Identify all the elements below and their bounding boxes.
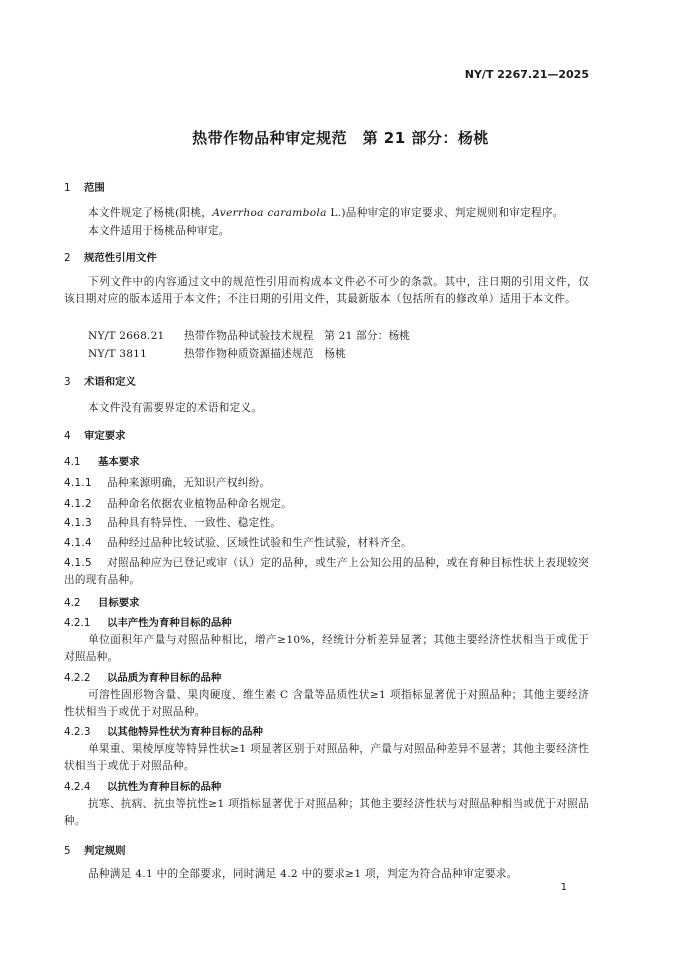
clause-4-1-4 bbox=[64, 535, 589, 552]
section-title: 审定要求 bbox=[84, 430, 126, 442]
clause-number: 4.2.2 bbox=[64, 672, 91, 684]
clause-4-2-1-text: 单位面积年产量与对照品种相比，增产≥10%，经统计分析差异显著；其他主要经济性状相当于或优于对照品种。 bbox=[64, 634, 589, 663]
section-3-heading bbox=[64, 374, 589, 391]
clause-4-2-2-heading bbox=[64, 670, 589, 687]
reference-title: 热带作物种质资源描述规范 杨桃 bbox=[184, 348, 346, 360]
section-title: 规范性引用文件 bbox=[84, 252, 157, 264]
section-title: 范围 bbox=[84, 182, 105, 194]
clause-number: 4.1.1 bbox=[64, 477, 92, 489]
clause-number: 4.1.3 bbox=[64, 517, 92, 529]
clause-4-2-4-text: 抗寒、抗病、抗虫等抗性≥1 项指标显著优于对照品种；其他主要经济性状与对照品种相当或优于对照品种。 bbox=[64, 798, 589, 827]
section-1-paragraph-2: 本文件适用于杨桃品种审定。 bbox=[88, 225, 230, 237]
section-1-paragraph-1 bbox=[64, 205, 589, 222]
section-5-heading bbox=[64, 843, 589, 860]
reference-item bbox=[64, 346, 613, 363]
clause-4-2-1-heading bbox=[64, 615, 589, 632]
clause-text: 品种来源明确，无知识产权纠纷。 bbox=[107, 477, 271, 489]
reference-item bbox=[64, 328, 613, 345]
page-number: 1 bbox=[560, 882, 567, 893]
section-3-paragraph: 本文件没有需要界定的术语和定义。 bbox=[88, 402, 263, 414]
clause-text: 品种具有特异性、一致性、稳定性。 bbox=[107, 517, 282, 529]
section-5-paragraph: 品种满足 4.1 中的全部要求，同时满足 4.2 中的要求≥1 项，判定为符合品种审定要求。 bbox=[88, 868, 518, 880]
clause-number: 4.2.1 bbox=[64, 617, 91, 629]
clause-text: 品种命名依据农业植物品种命名规定。 bbox=[107, 498, 293, 510]
standard-code: NY/T 2267.21—2025 bbox=[464, 68, 589, 81]
text: L.)品种审定的审定要求、判定规则和审定程序。 bbox=[326, 207, 564, 219]
clause-number: 4.2.4 bbox=[64, 781, 91, 793]
section-number: 2 bbox=[64, 252, 71, 264]
section-number: 3 bbox=[64, 376, 71, 388]
clause-4-1-3 bbox=[64, 515, 589, 532]
clause-4-2-2-text: 可溶性固形物含量、果肉硬度、维生素 C 含量等品质性状≥1 项指标显著优于对照品种；其他主要经济性状相当于或优于对照品种。 bbox=[64, 689, 589, 718]
clause-4-1-1 bbox=[64, 475, 589, 492]
clause-4-1-2 bbox=[64, 496, 589, 513]
subsection-4-2-heading bbox=[64, 595, 589, 612]
section-number: 4 bbox=[64, 430, 71, 442]
subsection-number: 4.1 bbox=[64, 456, 81, 468]
subsection-4-1-heading bbox=[64, 454, 589, 471]
clause-4-2-3-heading bbox=[64, 724, 589, 741]
section-number: 5 bbox=[64, 845, 71, 857]
clause-title: 以品质为育种目标的品种 bbox=[107, 672, 222, 684]
document-title: 热带作物品种审定规范 第 21 部分：杨桃 bbox=[192, 129, 489, 147]
clause-number: 4.1.4 bbox=[64, 537, 92, 549]
section-title: 术语和定义 bbox=[84, 376, 136, 388]
clause-4-2-3-text: 单果重、果棱厚度等特异性状≥1 项显著区别于对照品种，产量与对照品种差异不显著；其他主要经济性状相当于或优于对照品种。 bbox=[64, 743, 589, 772]
clause-4-2-4-heading bbox=[64, 779, 589, 796]
section-1-heading bbox=[64, 180, 589, 197]
subsection-number: 4.2 bbox=[64, 597, 81, 609]
subsection-title: 基本要求 bbox=[98, 456, 140, 468]
clause-number: 4.1.5 bbox=[64, 557, 92, 569]
latin-name: Averrhoa carambola bbox=[212, 207, 327, 219]
clause-4-1-5 bbox=[64, 555, 589, 589]
clause-title: 以丰产性为育种目标的品种 bbox=[107, 617, 232, 629]
section-2-heading bbox=[64, 250, 589, 267]
text: 本文件规定了杨桃(阳桃， bbox=[88, 207, 213, 219]
clause-title: 以抗性为育种目标的品种 bbox=[107, 781, 222, 793]
clause-text: 对照品种应为已登记或审（认）定的品种，或生产上公知公用的品种，或在育种目标性状上表现较突出的现有品种。 bbox=[64, 557, 589, 586]
section-title: 判定规则 bbox=[84, 845, 126, 857]
reference-code: NY/T 3811 bbox=[88, 348, 148, 360]
reference-code: NY/T 2668.21 bbox=[88, 330, 165, 342]
clause-number: 4.2.3 bbox=[64, 726, 91, 738]
clause-text: 品种经过品种比较试验、区域性试验和生产性试验，材料齐全。 bbox=[107, 537, 413, 549]
reference-title: 热带作物品种试验技术规程 第 21 部分：杨桃 bbox=[184, 330, 411, 342]
subsection-title: 目标要求 bbox=[98, 597, 140, 609]
section-4-heading bbox=[64, 428, 589, 445]
section-2-paragraph: 下列文件中的内容通过文中的规范性引用而构成本文件必不可少的条款。其中，注日期的引用文件，仅该日期对应的版本适用于本文件；不注日期的引用文件，其最新版本（包括所有的修改单）适用于本文件。 bbox=[64, 276, 589, 305]
clause-title: 以其他特异性状为育种目标的品种 bbox=[107, 726, 263, 738]
section-number: 1 bbox=[64, 182, 71, 194]
clause-number: 4.1.2 bbox=[64, 498, 92, 510]
